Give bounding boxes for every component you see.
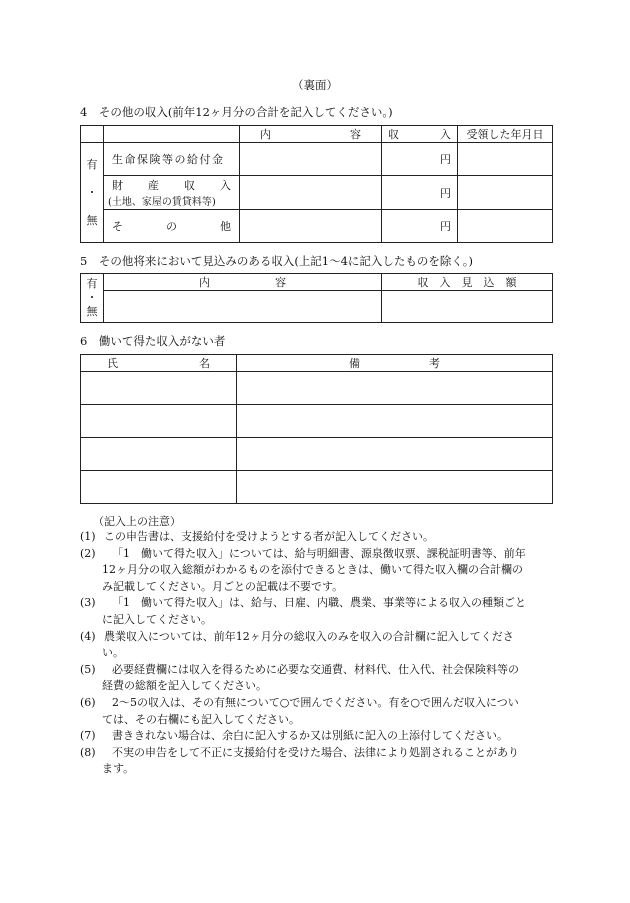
section-6-heading: 6 働いて得た収入がない者	[80, 334, 226, 348]
yen-unit: 円	[382, 143, 458, 176]
note-item: (8) 不実の申告をして不正に支援給付を受けた場合、法律により処罰されることがあり ます。	[80, 745, 519, 776]
future-content-cell[interactable]	[104, 291, 382, 323]
name-cell[interactable]	[81, 372, 237, 405]
row-label-property: 財 産 収 入 (土地、家屋の賃貸料等)	[104, 176, 240, 210]
col-header-name: 氏 名	[81, 355, 237, 372]
yen-unit: 円	[382, 176, 458, 210]
name-cell[interactable]	[81, 405, 237, 438]
note-item: (6) 2～5の収入は、その有無について○で囲んでください。有を○で囲んだ収入につい ては、その右欄にも記入してください。	[80, 695, 519, 726]
row-label-other: そ の 他	[104, 210, 240, 243]
other-content-cell[interactable]	[240, 210, 382, 243]
notes-list	[80, 529, 555, 778]
remarks-cell[interactable]	[237, 471, 553, 504]
insurance-content-cell[interactable]	[240, 143, 382, 176]
future-amount-cell[interactable]	[382, 291, 553, 323]
col-header-income: 収 入	[382, 126, 458, 143]
other-income-table	[80, 125, 553, 243]
future-income-table	[80, 273, 553, 323]
note-item: (7) 書ききれない場合は、余白に記入するか又は別紙に記入の上添付してください。	[80, 729, 508, 743]
row-label-insurance: 生命保険等の給付金	[104, 143, 240, 176]
property-date-cell[interactable]	[458, 176, 553, 210]
no-earned-income-table	[80, 354, 553, 504]
presence-yes[interactable]: 有	[86, 157, 98, 171]
name-cell[interactable]	[81, 438, 237, 471]
header-blank	[81, 126, 104, 143]
presence-dot: ・	[86, 185, 98, 199]
notes-title: （記入上の注意）	[93, 515, 181, 528]
col-header-expected: 収 入 見 込 額	[382, 274, 553, 291]
note-item: (3) 「1 働いて得た収入」は、給与、日雇、内職、農業、事業等による収入の種類ごと に記入してください。	[80, 596, 526, 626]
section-4-heading: 4 その他の収入(前年12ヶ月分の合計を記入してください。)	[80, 105, 393, 119]
presence-dot: ・	[86, 291, 98, 304]
presence-column	[81, 274, 104, 323]
property-content-cell[interactable]	[240, 176, 382, 210]
col-header-remarks: 備 考	[237, 355, 553, 372]
note-item: (2) 「1 働いて得た収入」については、給与明細書、源泉徴収票、課税証明書等、前年 12ヶ月分の収入総額がわかるものを添付できるときは、働いて得た収入欄の合計欄の み記載してください。月ごとの記載は不要です。	[80, 546, 526, 593]
header-blank	[104, 126, 240, 143]
presence-no[interactable]: 無	[86, 213, 98, 227]
remarks-cell[interactable]	[237, 405, 553, 438]
presence-no[interactable]: 無	[86, 305, 98, 318]
col-header-content: 内 容	[240, 126, 382, 143]
presence-yes[interactable]: 有	[86, 277, 98, 290]
name-cell[interactable]	[81, 471, 237, 504]
remarks-cell[interactable]	[237, 438, 553, 471]
page-title: （裏面）	[292, 78, 338, 92]
note-item: (5) 必要経費欄には収入を得るために必要な交通費、材料代、仕入代、社会保険料等の 経費の総額を記入してください。	[80, 662, 519, 693]
note-item: (4) 農業収入については、前年12ヶ月分の総収入のみを収入の合計欄に記入してくださ い。	[80, 629, 514, 660]
insurance-date-cell[interactable]	[458, 143, 553, 176]
col-header-date: 受領した年月日	[458, 126, 553, 143]
presence-column	[81, 143, 104, 243]
remarks-cell[interactable]	[237, 372, 553, 405]
section-5-heading: 5 その他将来において見込みのある収入(上記1～4に記入したものを除く。)	[80, 254, 473, 268]
yen-unit: 円	[382, 210, 458, 243]
row-sublabel-property: (土地、家屋の賃貸料等)	[108, 197, 216, 208]
col-header-content: 内 容	[104, 274, 382, 291]
note-item: (1) この申告書は、支援給付を受けようとする者が記入してください。	[80, 530, 434, 543]
other-date-cell[interactable]	[458, 210, 553, 243]
